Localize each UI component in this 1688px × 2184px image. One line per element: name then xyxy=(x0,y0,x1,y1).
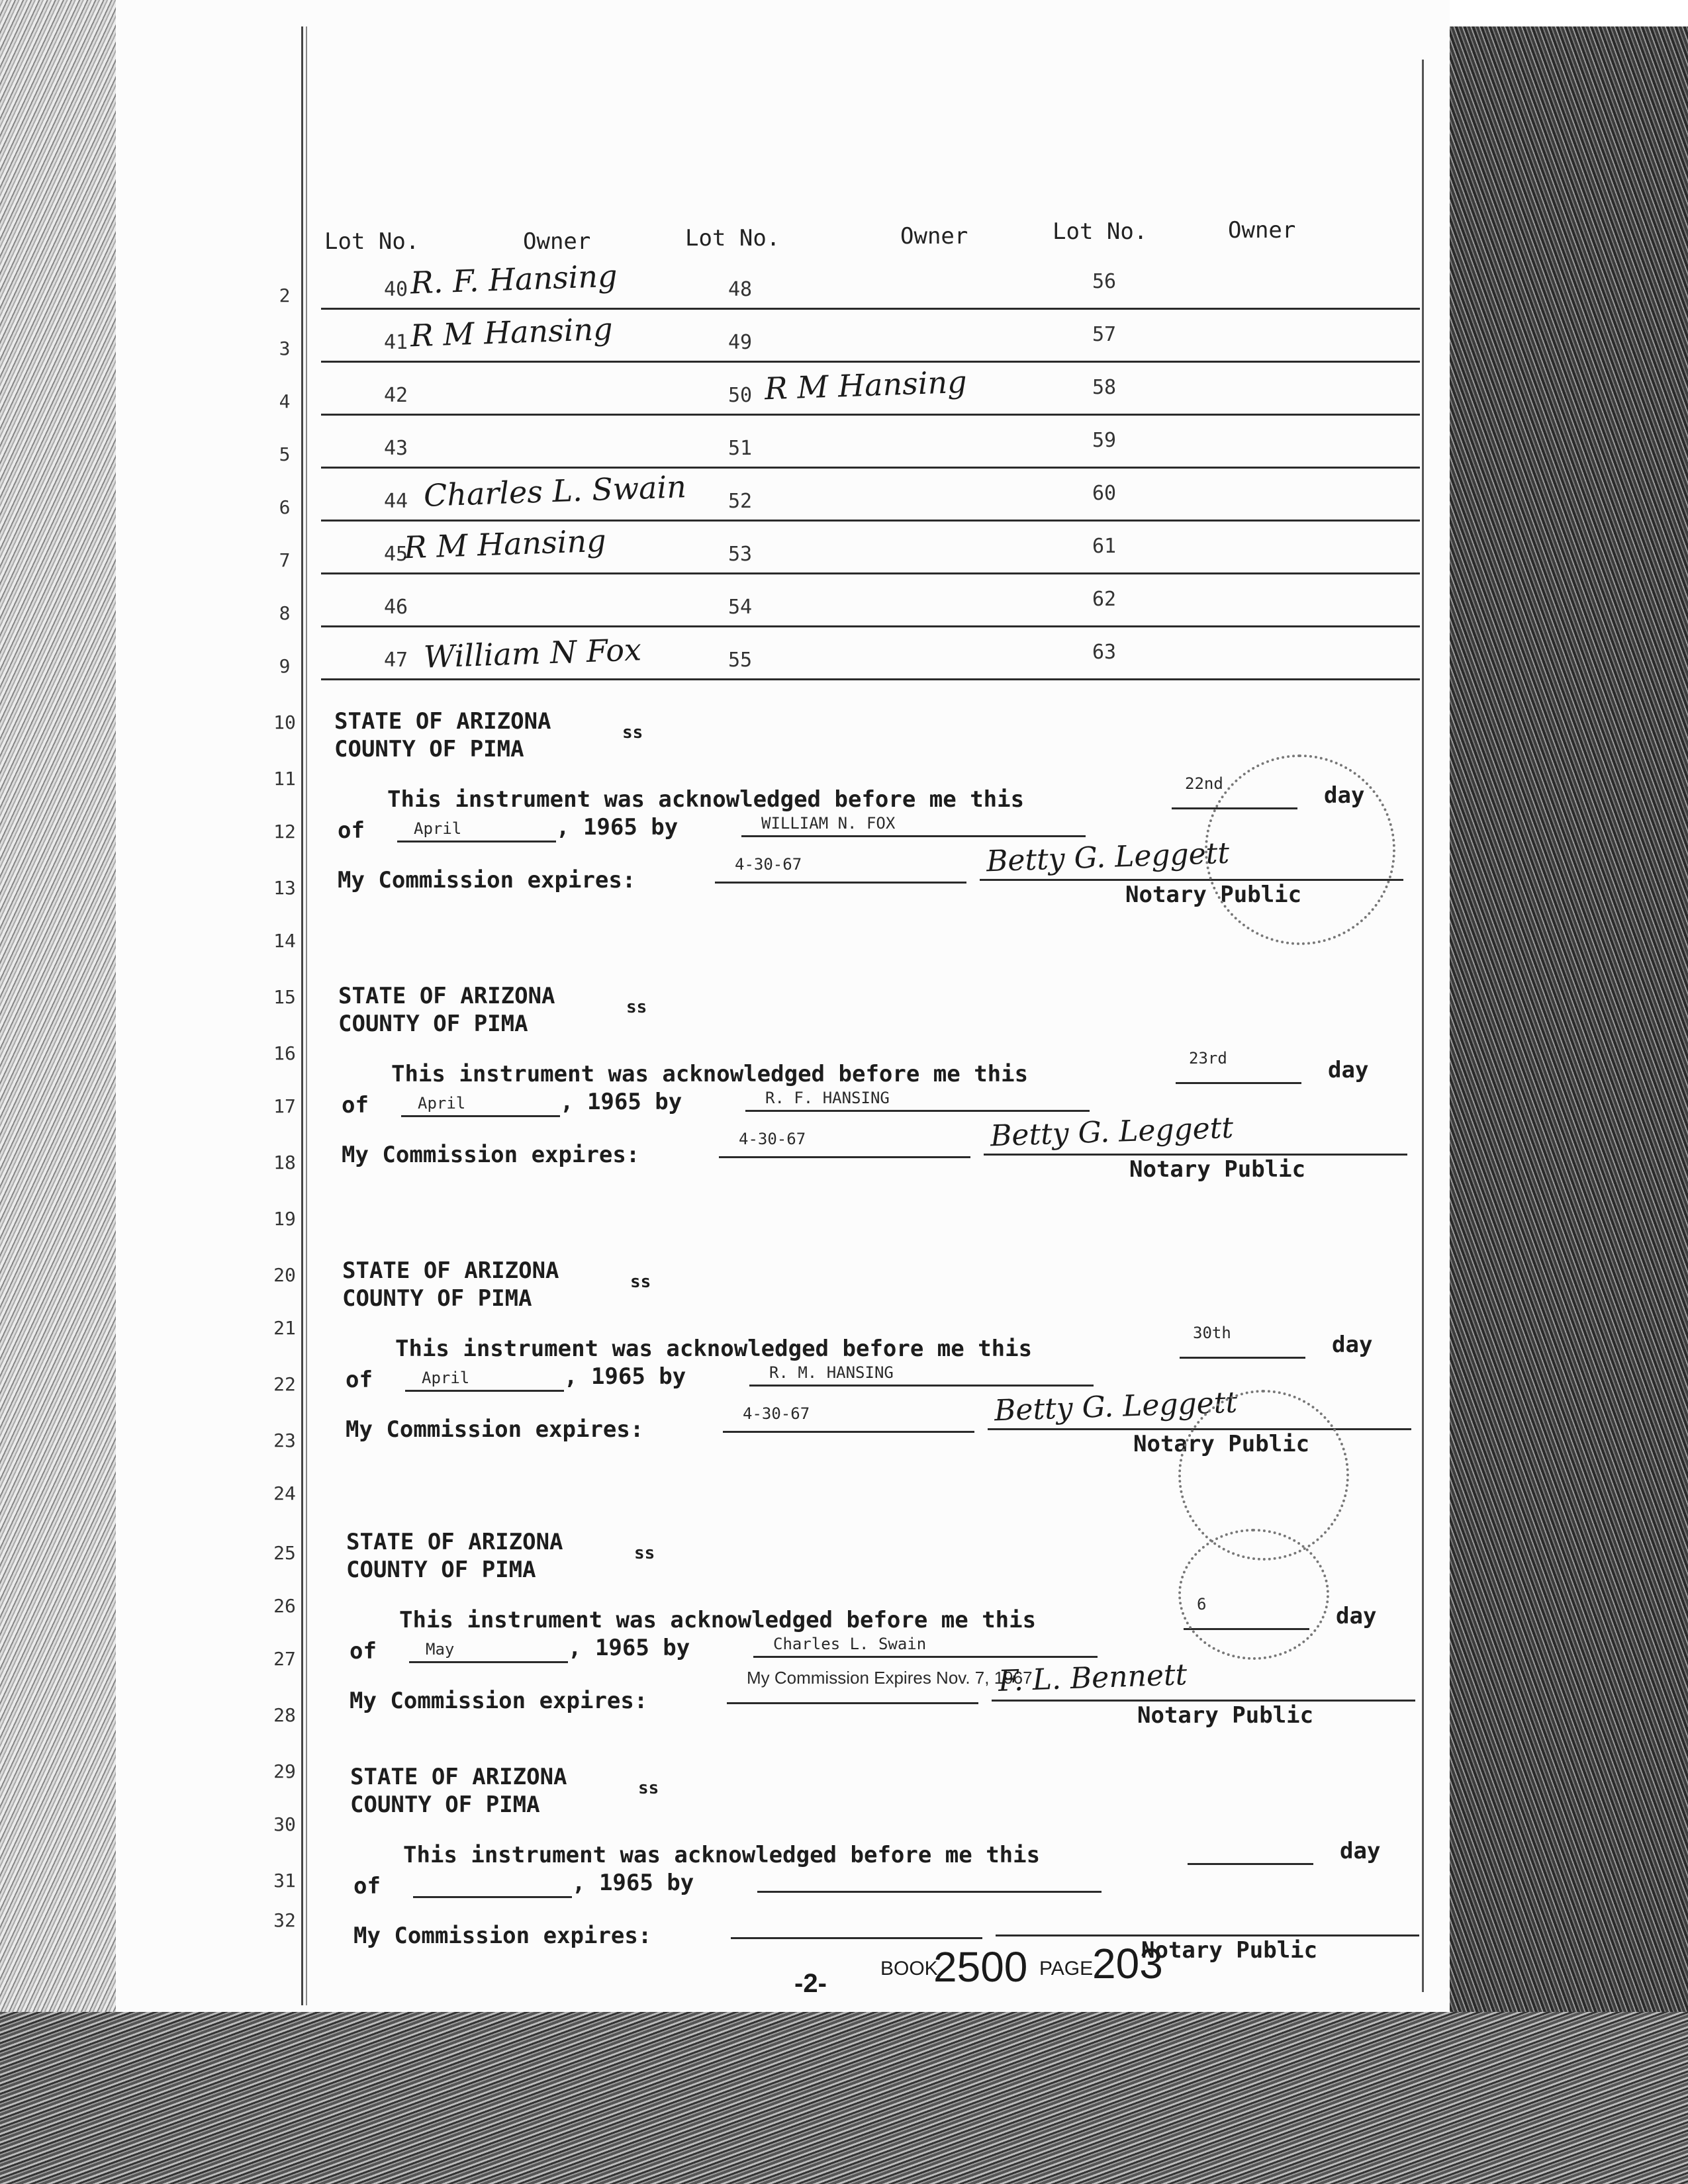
day-word: day xyxy=(1324,782,1365,809)
lot-number: 60 xyxy=(1092,482,1117,505)
acknowledger-name: R. F. HANSING xyxy=(765,1089,890,1107)
lot-number: 62 xyxy=(1092,588,1117,611)
line-number: 32 xyxy=(273,1909,296,1931)
county-label: COUNTY OF PIMA xyxy=(334,736,524,762)
fill-in-underline xyxy=(1180,1357,1305,1359)
right-margin-rule xyxy=(1422,60,1424,1992)
line-number: 25 xyxy=(273,1542,296,1564)
lot-number: 43 xyxy=(384,437,408,460)
acknowledger-name: Charles L. Swain xyxy=(773,1635,927,1653)
commission-label: My Commission expires: xyxy=(342,1142,640,1168)
line-number: 18 xyxy=(273,1152,296,1173)
line-number: 19 xyxy=(273,1208,296,1230)
lot-row-rule xyxy=(321,361,1420,363)
fill-in-underline xyxy=(741,835,1086,837)
fill-in-underline xyxy=(753,1656,1098,1658)
line-number: 12 xyxy=(273,821,296,842)
line-number: 14 xyxy=(273,930,296,952)
day-value: 6 xyxy=(1197,1595,1207,1614)
lot-number: 50 xyxy=(728,384,753,407)
line-number: 17 xyxy=(273,1095,296,1117)
line-number: 11 xyxy=(273,768,296,790)
notary-seal xyxy=(1205,754,1395,945)
acknowledgment-text: This instrument was acknowledged before me this xyxy=(403,1842,1041,1868)
fill-in-underline xyxy=(745,1110,1090,1112)
lot-row-rule xyxy=(321,572,1420,574)
fill-in-underline xyxy=(757,1891,1102,1893)
lot-row-rule xyxy=(321,678,1420,680)
line-number: 2 xyxy=(279,285,291,306)
line-number: 22 xyxy=(273,1373,296,1395)
commission-label: My Commission expires: xyxy=(350,1688,648,1714)
line-number: 30 xyxy=(273,1813,296,1835)
fill-in-underline xyxy=(413,1896,572,1898)
line-number: 20 xyxy=(273,1264,296,1286)
of-label: of xyxy=(338,817,365,844)
day-word: day xyxy=(1328,1057,1369,1083)
month-value: May xyxy=(426,1640,455,1659)
fill-in-underline xyxy=(723,1431,974,1433)
day-word: day xyxy=(1340,1838,1381,1864)
notary-public-label: Notary Public xyxy=(1137,1702,1314,1729)
scan-edge-left xyxy=(0,0,116,2184)
header-owner-1: Owner xyxy=(523,228,591,255)
line-number: 29 xyxy=(273,1760,296,1782)
commission-label: My Commission expires: xyxy=(346,1416,644,1443)
lot-number: 63 xyxy=(1092,641,1117,664)
lot-row-rule xyxy=(321,467,1420,469)
header-owner-3: Owner xyxy=(1228,217,1296,244)
line-number: 3 xyxy=(279,338,291,359)
line-number: 7 xyxy=(279,549,291,571)
commission-label: My Commission expires: xyxy=(353,1923,652,1949)
book-label: BOOK xyxy=(880,1958,938,1979)
lot-number: 53 xyxy=(728,543,753,566)
scan-edge-bottom xyxy=(0,2012,1688,2184)
notary-signature: Betty G. Leggett xyxy=(990,1111,1234,1154)
fill-in-underline xyxy=(719,1156,970,1158)
owner-signature-lot-45: R M Hansing xyxy=(403,522,607,566)
lot-number: 51 xyxy=(728,437,753,460)
line-number: 13 xyxy=(273,877,296,899)
header-owner-2: Owner xyxy=(900,223,968,250)
lot-number: 44 xyxy=(384,490,408,513)
header-lot-no-2: Lot No. xyxy=(685,225,780,251)
header-lot-no-1: Lot No. xyxy=(324,228,420,255)
book-number: 2500 xyxy=(933,1943,1028,1991)
line-number: 27 xyxy=(273,1648,296,1670)
line-number: 4 xyxy=(279,390,291,412)
owner-signature-lot-47: William N Fox xyxy=(423,631,642,675)
ss-mark: ss xyxy=(622,723,643,743)
state-label: STATE OF ARIZONA xyxy=(334,708,551,735)
fill-in-underline xyxy=(1188,1863,1313,1865)
lot-number: 55 xyxy=(728,649,753,672)
fill-in-underline xyxy=(405,1390,564,1392)
line-number: 23 xyxy=(273,1430,296,1451)
ss-mark: ss xyxy=(634,1543,655,1563)
lot-number: 52 xyxy=(728,490,753,513)
line-number: 5 xyxy=(279,443,291,465)
lot-row-rule xyxy=(321,625,1420,627)
commission-expires: My Commission Expires Nov. 7, 1967 xyxy=(747,1668,1033,1688)
scan-edge-right xyxy=(1450,26,1688,2184)
state-label: STATE OF ARIZONA xyxy=(342,1257,559,1284)
fill-in-underline xyxy=(397,841,556,842)
of-label: of xyxy=(353,1873,381,1899)
fill-in-underline xyxy=(992,1700,1415,1702)
notary-public-label: Notary Public xyxy=(1129,1156,1306,1183)
fill-in-underline xyxy=(1176,1082,1301,1084)
line-number: 15 xyxy=(273,986,296,1008)
line-number: 31 xyxy=(273,1870,296,1891)
fill-in-underline xyxy=(409,1661,568,1663)
month-value: April xyxy=(414,819,462,838)
line-number: 8 xyxy=(279,602,291,624)
page-mark: -2- xyxy=(794,1969,827,1998)
acknowledgment-text: This instrument was acknowledged before me this xyxy=(395,1336,1033,1362)
lot-number: 41 xyxy=(384,331,408,354)
line-number: 16 xyxy=(273,1042,296,1064)
fill-in-underline xyxy=(727,1702,978,1704)
commission-expires: 4-30-67 xyxy=(735,855,802,874)
lot-row-rule xyxy=(321,520,1420,522)
commission-expires: 4-30-67 xyxy=(739,1130,806,1148)
year-by: , 1965 by xyxy=(560,1089,682,1115)
owner-signature-lot-44: Charles L. Swain xyxy=(423,469,687,514)
lot-number: 46 xyxy=(384,596,408,619)
lot-row-rule xyxy=(321,308,1420,310)
lot-number: 58 xyxy=(1092,376,1117,399)
lot-number: 40 xyxy=(384,278,408,301)
ss-mark: ss xyxy=(630,1272,651,1292)
lot-number: 47 xyxy=(384,649,408,672)
lot-number: 48 xyxy=(728,278,753,301)
line-number: 9 xyxy=(279,655,291,677)
county-label: COUNTY OF PIMA xyxy=(346,1557,536,1583)
fill-in-underline xyxy=(749,1385,1094,1387)
line-number: 6 xyxy=(279,496,291,518)
line-number: 26 xyxy=(273,1595,296,1617)
county-label: COUNTY OF PIMA xyxy=(350,1792,540,1818)
lot-number: 59 xyxy=(1092,429,1117,452)
county-label: COUNTY OF PIMA xyxy=(338,1011,528,1037)
acknowledgment-text: This instrument was acknowledged before me this xyxy=(387,786,1025,813)
state-label: STATE OF ARIZONA xyxy=(346,1529,563,1555)
of-label: of xyxy=(350,1638,377,1664)
lot-number: 49 xyxy=(728,331,753,354)
notary-public-label: Notary Public xyxy=(1141,1937,1318,1964)
notary-seal xyxy=(1178,1529,1329,1660)
state-label: STATE OF ARIZONA xyxy=(338,983,555,1009)
acknowledger-name: R. M. HANSING xyxy=(769,1363,894,1382)
day-value: 22nd xyxy=(1185,774,1223,793)
fill-in-underline xyxy=(984,1154,1407,1156)
day-word: day xyxy=(1336,1603,1377,1629)
owner-signature-lot-41: R M Hansing xyxy=(410,310,614,354)
line-number: 10 xyxy=(273,711,296,733)
day-value: 23rd xyxy=(1189,1049,1227,1068)
lot-number: 57 xyxy=(1092,323,1117,346)
month-value: April xyxy=(422,1369,470,1387)
lot-number: 45 xyxy=(384,543,408,566)
year-by: , 1965 by xyxy=(568,1635,690,1661)
line-number: 24 xyxy=(273,1482,296,1504)
owner-signature-lot-50: R M Hansing xyxy=(764,363,968,407)
ss-mark: ss xyxy=(626,997,647,1017)
owner-signature-lot-40: R. F. Hansing xyxy=(410,257,618,301)
notary-public-label: Notary Public xyxy=(1133,1431,1310,1457)
page-label: PAGE xyxy=(1039,1958,1094,1979)
lot-number: 42 xyxy=(384,384,408,407)
notary-signature: F. L. Bennett xyxy=(998,1658,1188,1698)
fill-in-underline xyxy=(996,1934,1419,1936)
lot-row-rule xyxy=(321,414,1420,416)
year-by: , 1965 by xyxy=(564,1363,686,1390)
acknowledgment-text: This instrument was acknowledged before me this xyxy=(399,1607,1037,1633)
notary-signature: Betty G. Leggett xyxy=(986,836,1230,879)
year-by: , 1965 by xyxy=(556,814,679,841)
day-value: 30th xyxy=(1193,1324,1231,1342)
lot-number: 54 xyxy=(728,596,753,619)
fill-in-underline xyxy=(715,882,966,884)
line-number: 21 xyxy=(273,1317,296,1339)
county-label: COUNTY OF PIMA xyxy=(342,1285,532,1312)
acknowledgment-text: This instrument was acknowledged before me this xyxy=(391,1061,1029,1087)
state-label: STATE OF ARIZONA xyxy=(350,1764,567,1790)
header-lot-no-3: Lot No. xyxy=(1053,218,1148,245)
commission-expires: 4-30-67 xyxy=(743,1404,810,1423)
ss-mark: ss xyxy=(638,1778,659,1798)
acknowledger-name: WILLIAM N. FOX xyxy=(761,814,896,833)
of-label: of xyxy=(342,1092,369,1118)
month-value: April xyxy=(418,1094,466,1113)
of-label: of xyxy=(346,1367,373,1393)
lot-number: 61 xyxy=(1092,535,1117,558)
year-by: , 1965 by xyxy=(572,1870,694,1896)
fill-in-underline xyxy=(401,1115,560,1117)
page-number: 203 xyxy=(1092,1940,1163,1987)
commission-label: My Commission expires: xyxy=(338,867,636,893)
line-number: 28 xyxy=(273,1704,296,1726)
day-word: day xyxy=(1332,1332,1373,1358)
notary-signature: Betty G. Leggett xyxy=(994,1385,1238,1428)
notary-public-label: Notary Public xyxy=(1125,882,1302,908)
fill-in-underline xyxy=(731,1937,982,1939)
lot-number: 56 xyxy=(1092,270,1117,293)
